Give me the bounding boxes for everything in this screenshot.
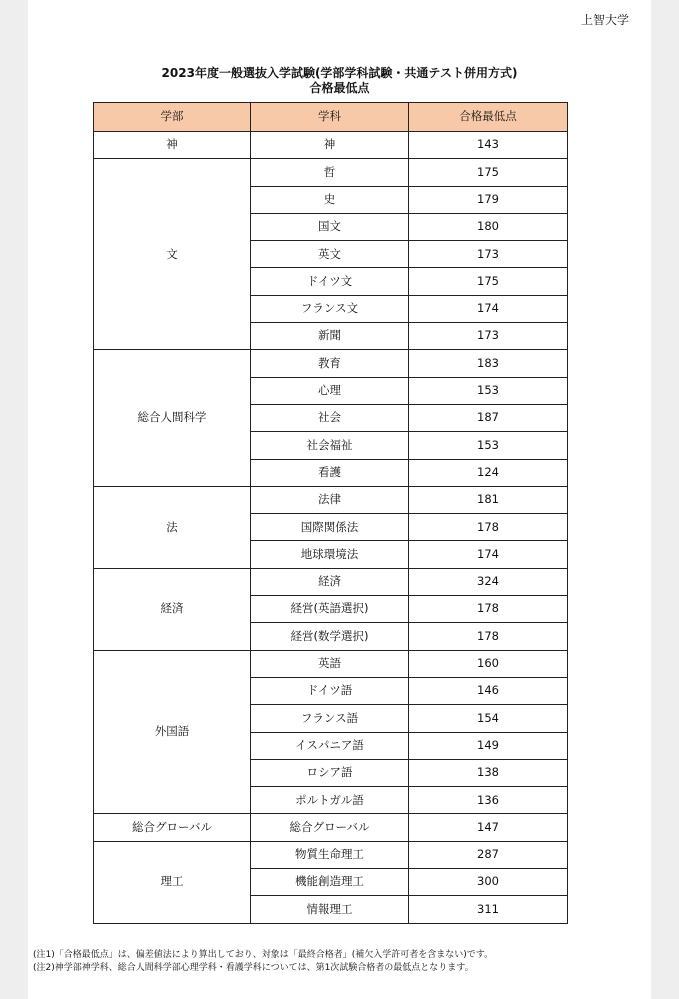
department-cell: 機能創造理工 <box>251 869 409 896</box>
min-score-cell: 311 <box>409 896 568 923</box>
department-cell: 英語 <box>251 650 409 677</box>
table-row <box>94 650 568 677</box>
department-cell: フランス語 <box>251 705 409 732</box>
department-cell: 経済 <box>251 568 409 595</box>
min-score-cell: 173 <box>409 241 568 268</box>
min-score-cell: 173 <box>409 323 568 350</box>
min-score-cell: 147 <box>409 814 568 841</box>
min-score-cell: 143 <box>409 132 568 159</box>
document-page <box>28 0 651 999</box>
department-cell: 心理 <box>251 377 409 404</box>
min-score-cell: 179 <box>409 186 568 213</box>
header-min-score: 合格最低点 <box>409 103 568 132</box>
min-score-cell: 175 <box>409 268 568 295</box>
department-cell: ポルトガル語 <box>251 787 409 814</box>
department-cell: 総合グローバル <box>251 814 409 841</box>
table-row <box>94 841 568 868</box>
min-score-cell: 178 <box>409 514 568 541</box>
department-cell: フランス文 <box>251 295 409 322</box>
department-cell: 物質生命理工 <box>251 841 409 868</box>
table-row <box>94 132 568 159</box>
department-cell: 哲 <box>251 159 409 186</box>
table-row <box>94 568 568 595</box>
department-cell: ドイツ語 <box>251 677 409 704</box>
department-cell: 経営(英語選択) <box>251 596 409 623</box>
department-cell: 新聞 <box>251 323 409 350</box>
header-faculty: 学部 <box>94 103 251 132</box>
table-row <box>94 350 568 377</box>
min-score-cell: 178 <box>409 623 568 650</box>
table-row <box>94 486 568 513</box>
department-cell: 史 <box>251 186 409 213</box>
min-score-cell: 146 <box>409 677 568 704</box>
min-score-cell: 324 <box>409 568 568 595</box>
department-cell: 社会福祉 <box>251 432 409 459</box>
min-score-cell: 300 <box>409 869 568 896</box>
min-score-cell: 178 <box>409 596 568 623</box>
faculty-cell: 総合グローバル <box>94 814 251 841</box>
department-cell: 情報理工 <box>251 896 409 923</box>
footnotes <box>33 949 493 974</box>
min-score-cell: 174 <box>409 295 568 322</box>
min-score-cell: 183 <box>409 350 568 377</box>
faculty-cell: 経済 <box>94 568 251 650</box>
min-score-cell: 153 <box>409 432 568 459</box>
min-score-cell: 154 <box>409 705 568 732</box>
faculty-cell: 文 <box>94 159 251 350</box>
faculty-cell: 総合人間科学 <box>94 350 251 486</box>
document-subtitle: 合格最低点 <box>309 81 370 95</box>
faculty-cell: 理工 <box>94 841 251 923</box>
department-cell: 英文 <box>251 241 409 268</box>
department-cell: 地球環境法 <box>251 541 409 568</box>
faculty-cell: 外国語 <box>94 650 251 814</box>
faculty-cell: 神 <box>94 132 251 159</box>
table-header-row <box>94 103 568 132</box>
min-score-cell: 187 <box>409 404 568 431</box>
min-score-cell: 287 <box>409 841 568 868</box>
department-cell: イスパニア語 <box>251 732 409 759</box>
min-score-cell: 138 <box>409 759 568 786</box>
department-cell: 教育 <box>251 350 409 377</box>
min-score-cell: 174 <box>409 541 568 568</box>
footnote: (注2)神学部神学科、総合人間科学部心理学科・看護学科については、第1次試験合格者の最低点となります。 <box>33 962 474 973</box>
min-score-cell: 160 <box>409 650 568 677</box>
score-table <box>93 102 568 924</box>
department-cell: 看護 <box>251 459 409 486</box>
department-cell: ロシア語 <box>251 759 409 786</box>
min-score-cell: 180 <box>409 213 568 240</box>
footnote: (注1)「合格最低点」は、偏差値法により算出しており、対象は「最終合格者」(補欠入学許可者を含まない)です。 <box>33 950 494 960</box>
faculty-cell: 法 <box>94 486 251 568</box>
header-department: 学科 <box>251 103 409 132</box>
table-body <box>94 132 568 924</box>
department-cell: 経営(数学選択) <box>251 623 409 650</box>
department-cell: 法律 <box>251 486 409 513</box>
min-score-cell: 124 <box>409 459 568 486</box>
document-title: 2023年度一般選抜入学試験(学部学科試験・共通テスト併用方式) <box>161 66 518 80</box>
table-row <box>94 159 568 186</box>
university-name: 上智大学 <box>580 13 629 27</box>
department-cell: 国文 <box>251 213 409 240</box>
department-cell: ドイツ文 <box>251 268 409 295</box>
department-cell: 神 <box>251 132 409 159</box>
min-score-cell: 153 <box>409 377 568 404</box>
min-score-cell: 175 <box>409 159 568 186</box>
department-cell: 国際関係法 <box>251 514 409 541</box>
min-score-cell: 149 <box>409 732 568 759</box>
min-score-cell: 181 <box>409 486 568 513</box>
department-cell: 社会 <box>251 404 409 431</box>
min-score-cell: 136 <box>409 787 568 814</box>
table-row <box>94 814 568 841</box>
